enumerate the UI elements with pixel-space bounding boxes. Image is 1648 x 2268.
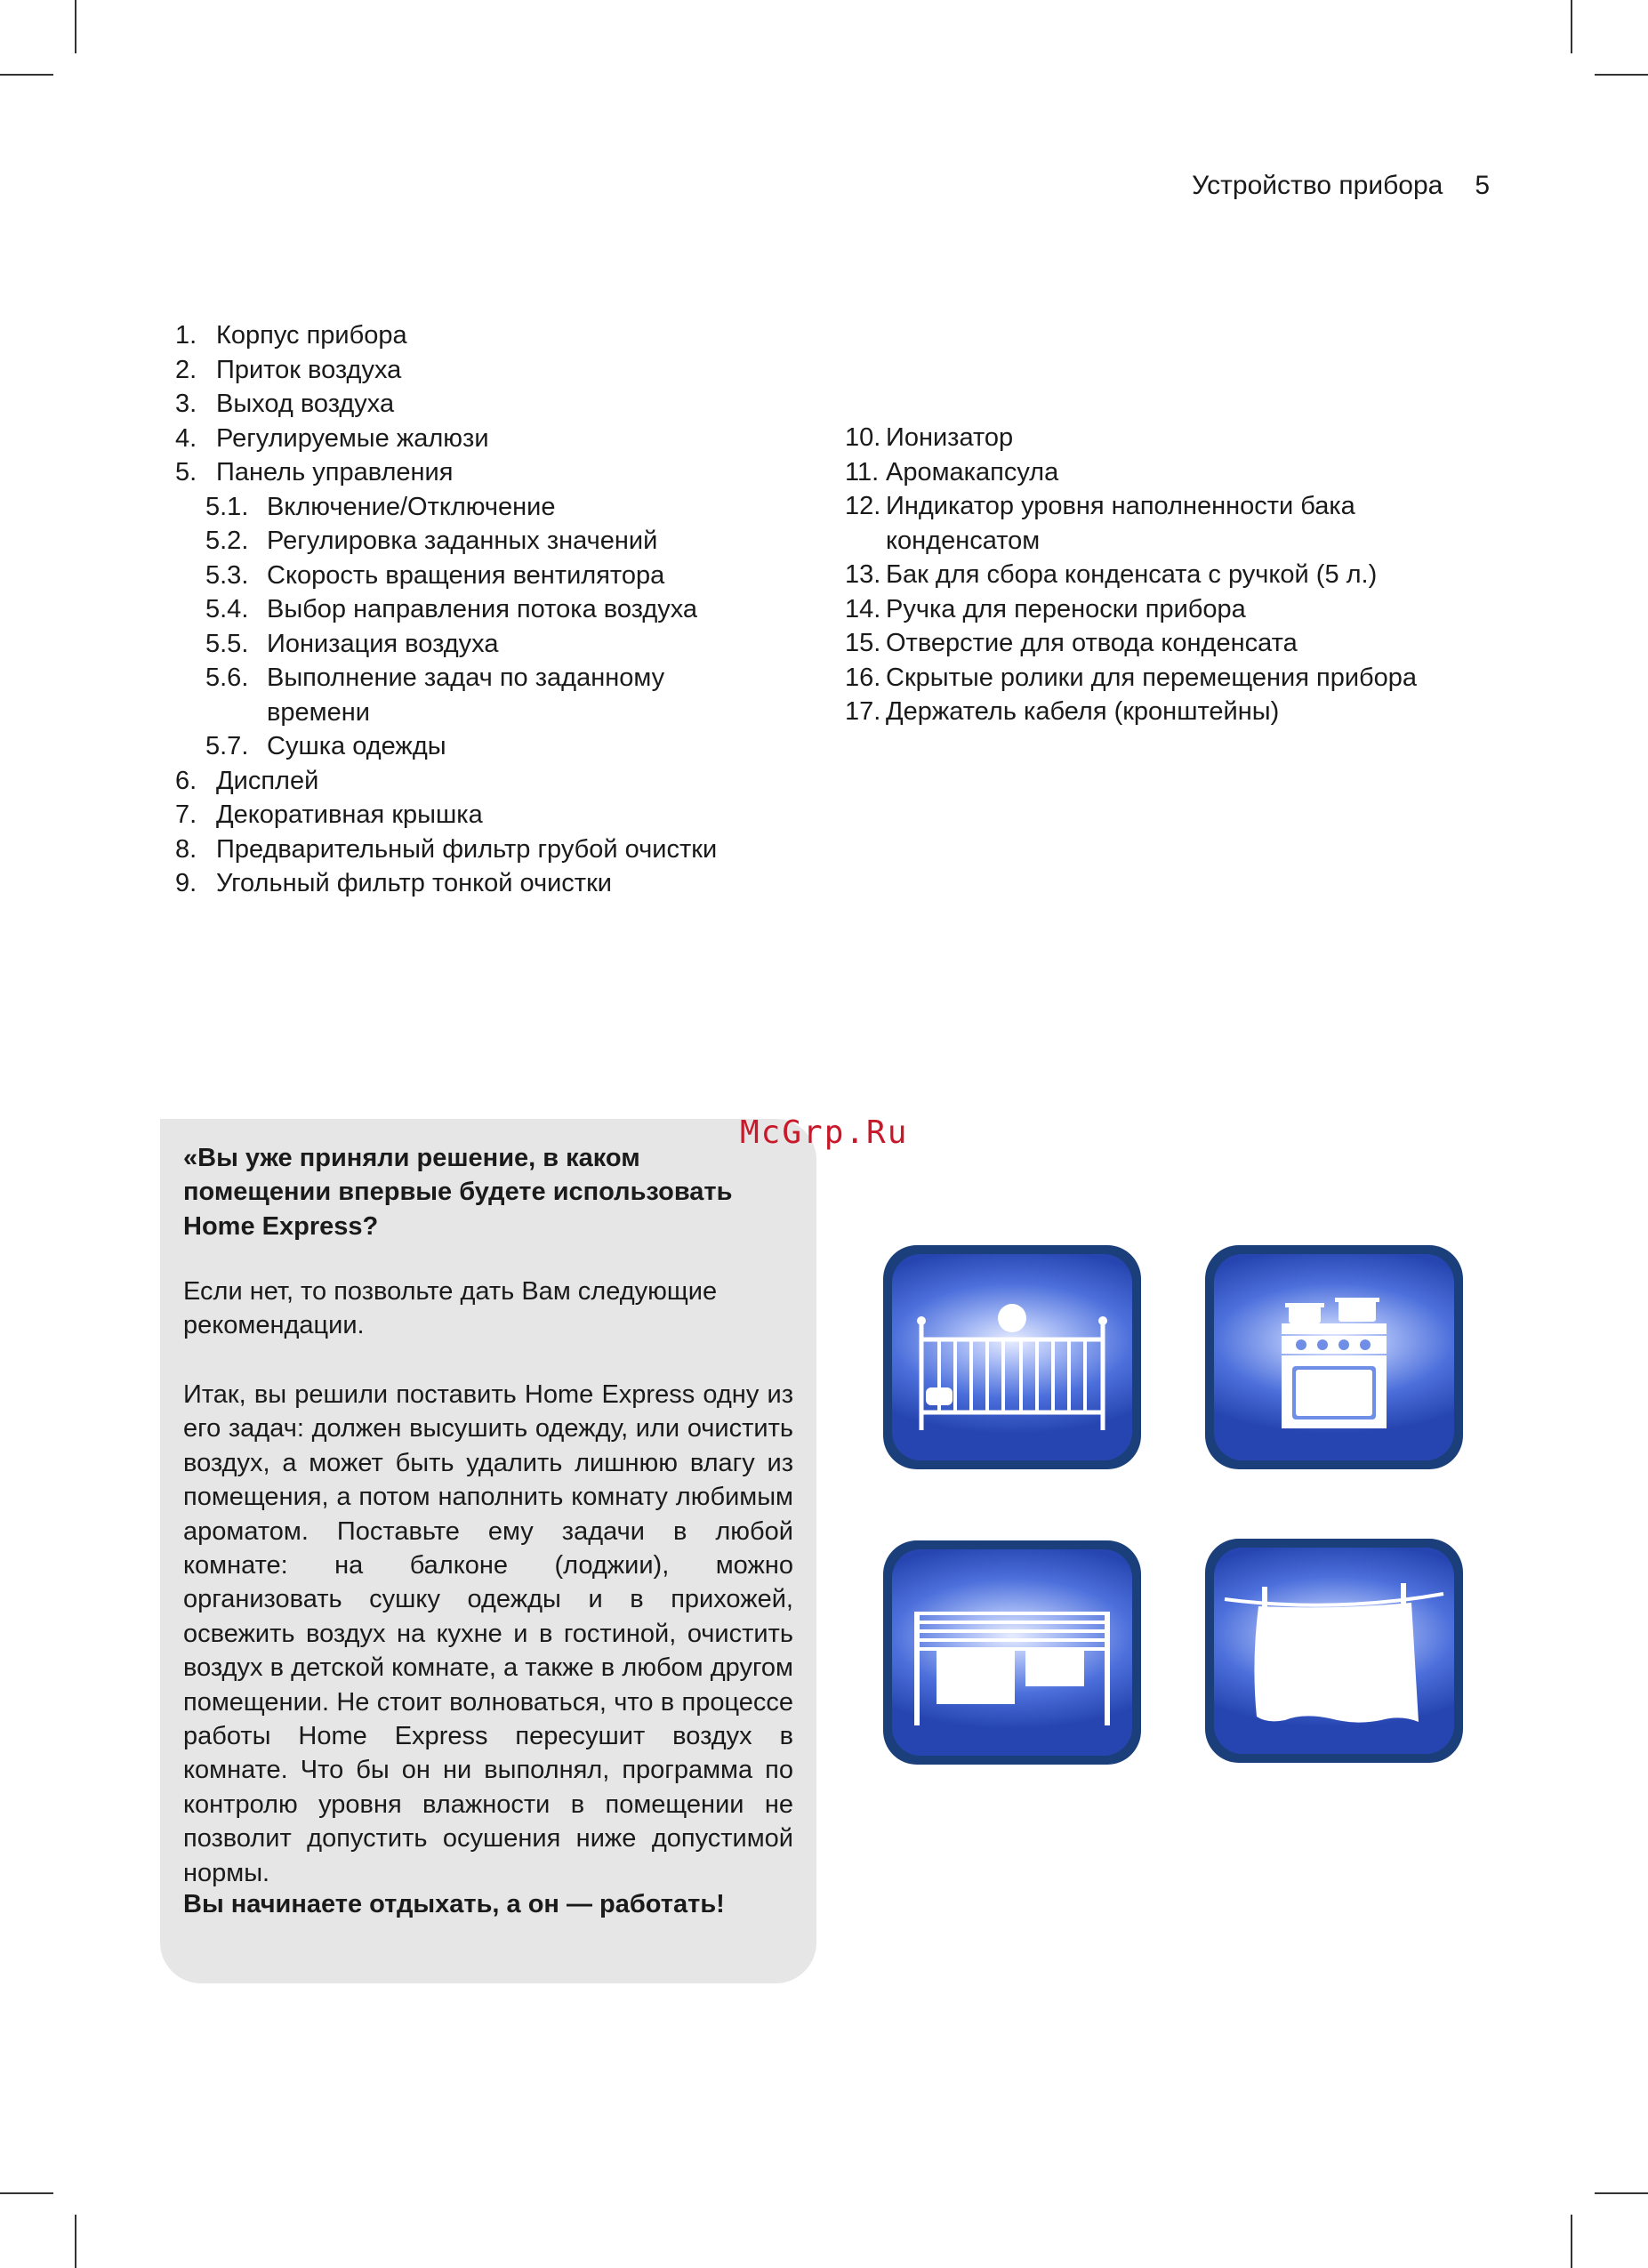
tip-intro: Если нет, то позвольте дать Вам следующие рекомендации.	[183, 1277, 718, 1340]
watermark: McGrp.Ru	[740, 1114, 909, 1151]
list-subitem: 5.2. Регулировка заданных значений	[205, 527, 658, 555]
crop-mark	[75, 0, 76, 53]
list-item: 9. Угольный фильтр тонкой очистки	[175, 869, 612, 897]
list-subitem: 5.7. Сушка одежды	[205, 732, 446, 760]
page-number: 5	[1475, 171, 1490, 200]
list-subitem: 5.1. Включение/Отключение	[205, 492, 556, 521]
list-item: 2. Приток воздуха	[175, 355, 402, 384]
list-item: 7. Декоративная крышка	[175, 800, 483, 829]
list-item: 8. Предварительный фильтр грубой очистки	[175, 834, 718, 864]
list-subitem: 5.3. Скорость вращения вентилятора	[205, 560, 665, 590]
list-item: 14. Ручка для переноски прибора	[845, 594, 1246, 623]
list-item: 11. Аромакапсула	[845, 457, 1059, 487]
section-title: Устройство прибора	[1192, 171, 1443, 200]
list-item: 1. Корпус прибора	[175, 321, 407, 350]
list-item: 16. Скрытые ролики для перемещения прибора	[845, 663, 1418, 692]
list-item: 17. Держатель кабеля (кронштейны)	[845, 697, 1280, 726]
list-subitem: 5.5. Ионизация воздуха	[205, 629, 499, 658]
crop-mark	[1595, 74, 1648, 76]
tip-closing: Вы начинаете отдыхать, а он — работать!	[183, 1890, 725, 1918]
tip-body: Итак, вы решили поставить Home Express одну из его задач: должен высушить одежду, или очистить воздух, а может быть удалить лишнюю влагу из помещения, а потом наполнить комнату любимым ароматом. Поставьте ему задачи в любой комнате: на балконе (лоджии), можно организовать сушку одежды и в прихожей, освежить воздух на кухне и в гостиной, очистить воздух в детской комнате, а также в любом другом помещении. Не стоит волноваться, что в процессе работы Home Express пересушит воздух в комнате. Что бы он ни выполнял, программа по контролю уровня влажности в помещении не позволит допустить осушения ниже допустимой нормы.	[183, 1380, 793, 1887]
crop-mark	[1571, 2215, 1572, 2268]
list-subitem: 5.4. Выбор направления потока воздуха	[205, 595, 698, 623]
tip-box	[160, 1119, 816, 1983]
crop-mark	[75, 2215, 76, 2268]
nursery-crib-icon	[883, 1245, 1141, 1469]
list-item: 10. Ионизатор	[845, 423, 1014, 452]
crop-mark	[1595, 2192, 1648, 2194]
list-item: 6. Дисплей	[175, 766, 319, 795]
list-item: 5. Панель управления	[175, 458, 454, 487]
running-header	[1192, 171, 1490, 201]
list-item: 13. Бак для сбора конденсата с ручкой (5 л.)	[845, 560, 1378, 589]
list-item: 3. Выход воздуха	[175, 390, 395, 418]
crop-mark	[0, 2192, 53, 2194]
list-item: 12. Индикатор уровня наполненности бака конденсатом	[845, 492, 1355, 555]
list-item: 4. Регулируемые жалюзи	[175, 423, 489, 453]
list-subitem: 5.6. Выполнение задач по заданному времени	[205, 664, 665, 727]
clothesline-sheet-icon	[1205, 1539, 1463, 1763]
parts-list-right	[845, 421, 1485, 729]
balcony-drying-rack-icon	[883, 1540, 1141, 1765]
tip-question: «Вы уже приняли решение, в каком помещении впервые будете использовать Home Express?	[183, 1144, 733, 1241]
parts-list-left	[175, 318, 780, 901]
list-item: 15. Отверстие для отвода конденсата	[845, 629, 1298, 657]
crop-mark	[0, 74, 53, 76]
crop-mark	[1571, 0, 1572, 53]
kitchen-stove-icon	[1205, 1245, 1463, 1469]
